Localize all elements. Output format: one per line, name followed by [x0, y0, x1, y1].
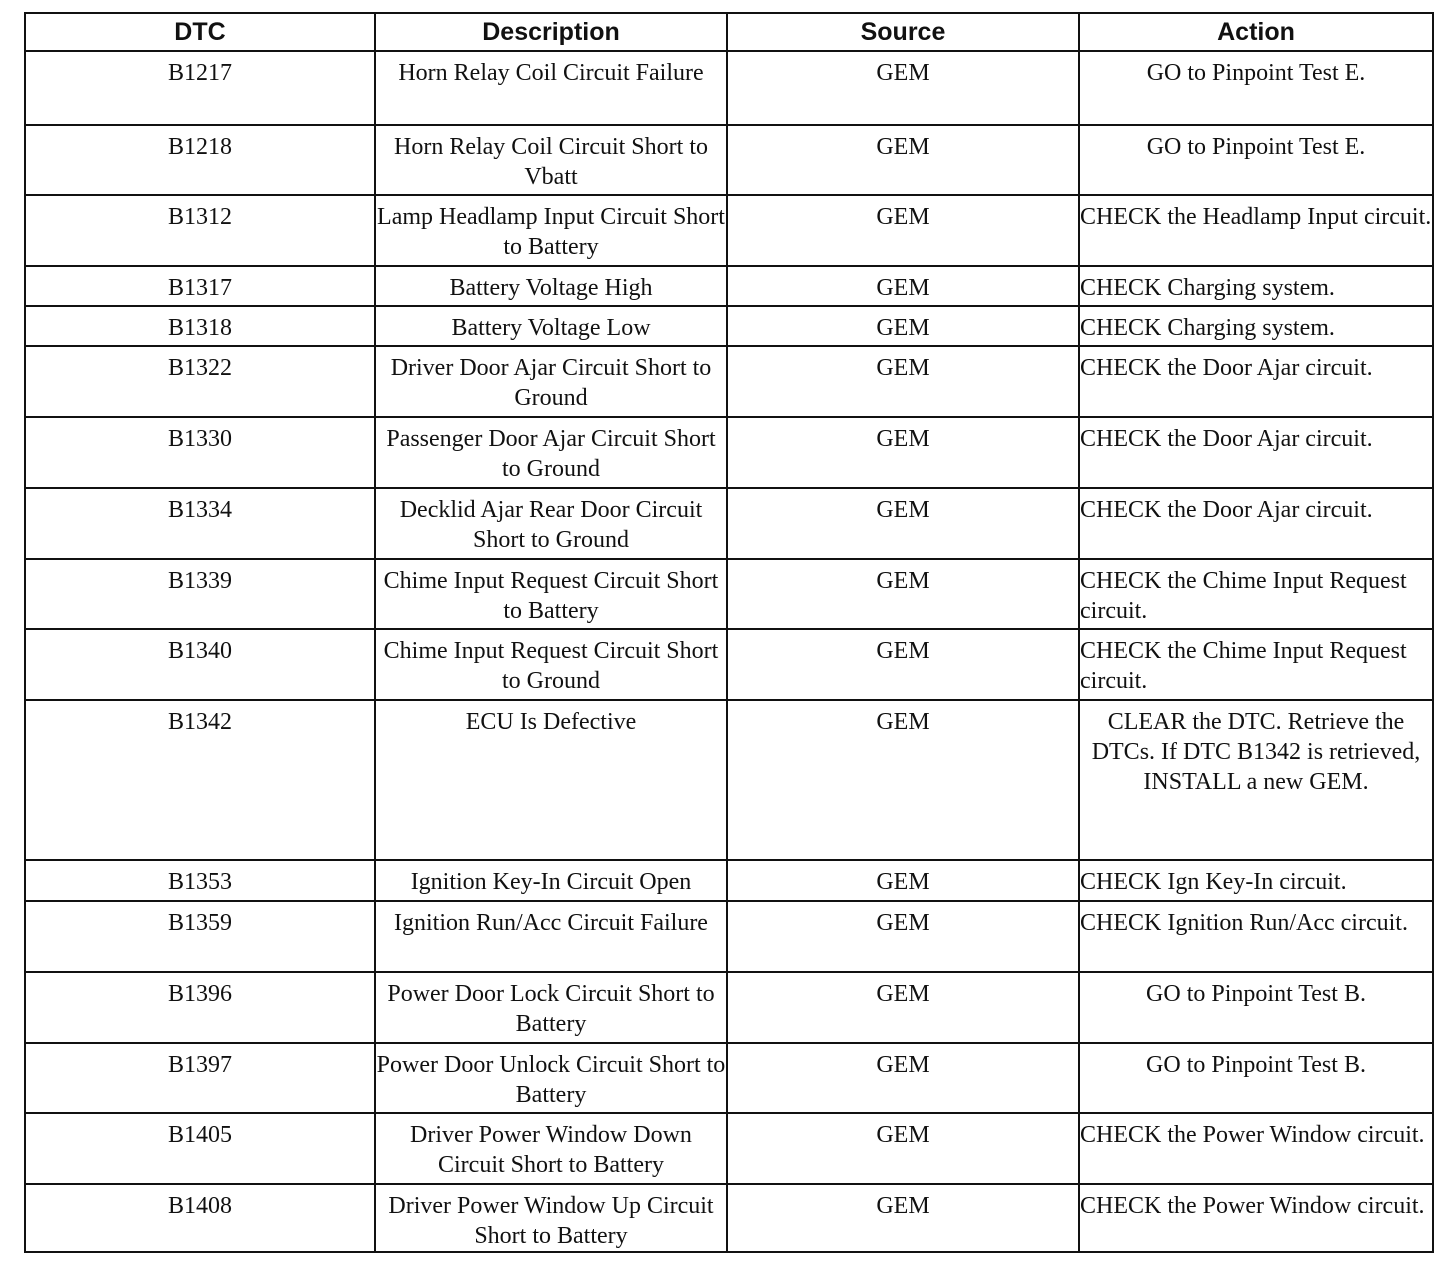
description-cell: Horn Relay Coil Circuit Failure: [375, 51, 727, 125]
action-cell: CHECK the Chime Input Request circuit.: [1079, 559, 1433, 629]
dtc-code-cell: B1353: [25, 860, 375, 901]
description-cell: ECU Is Defective: [375, 700, 727, 860]
source-cell: GEM: [727, 306, 1079, 346]
action-cell: CHECK the Power Window circuit.: [1079, 1184, 1433, 1252]
action-cell: GO to Pinpoint Test B.: [1079, 1043, 1433, 1113]
description-cell: Driver Power Window Up Circuit Short to Battery: [375, 1184, 727, 1252]
source-cell: GEM: [727, 1043, 1079, 1113]
dtc-code-cell: B1330: [25, 417, 375, 488]
dtc-code-cell: B1359: [25, 901, 375, 972]
description-cell: Horn Relay Coil Circuit Short to Vbatt: [375, 125, 727, 195]
table-row: [25, 51, 1433, 125]
description-cell: Chime Input Request Circuit Short to Ground: [375, 629, 727, 700]
table-row: [25, 266, 1433, 306]
dtc-code-cell: B1312: [25, 195, 375, 266]
action-cell: CHECK Ignition Run/Acc circuit.: [1079, 901, 1433, 972]
table-row: [25, 860, 1433, 901]
source-cell: GEM: [727, 559, 1079, 629]
header-description: Description: [375, 13, 727, 51]
source-cell: GEM: [727, 1184, 1079, 1252]
description-cell: Driver Power Window Down Circuit Short to Battery: [375, 1113, 727, 1184]
action-cell: CHECK the Door Ajar circuit.: [1079, 488, 1433, 559]
table-row: [25, 901, 1433, 972]
source-cell: GEM: [727, 860, 1079, 901]
dtc-code-cell: B1218: [25, 125, 375, 195]
table-row: [25, 972, 1433, 1043]
table-row: [25, 1113, 1433, 1184]
dtc-code-cell: B1342: [25, 700, 375, 860]
table-row: [25, 125, 1433, 195]
table-row: [25, 559, 1433, 629]
source-cell: GEM: [727, 51, 1079, 125]
description-cell: Battery Voltage High: [375, 266, 727, 306]
dtc-code-cell: B1397: [25, 1043, 375, 1113]
table-row: [25, 1184, 1433, 1252]
description-cell: Lamp Headlamp Input Circuit Short to Battery: [375, 195, 727, 266]
action-cell: CHECK the Door Ajar circuit.: [1079, 346, 1433, 417]
action-cell: CHECK the Headlamp Input circuit.: [1079, 195, 1433, 266]
table-row: [25, 488, 1433, 559]
description-cell: Ignition Run/Acc Circuit Failure: [375, 901, 727, 972]
header-row: [25, 13, 1433, 51]
source-cell: GEM: [727, 972, 1079, 1043]
header-source: Source: [727, 13, 1079, 51]
table-row: [25, 629, 1433, 700]
source-cell: GEM: [727, 700, 1079, 860]
description-cell: Power Door Lock Circuit Short to Battery: [375, 972, 727, 1043]
action-cell: GO to Pinpoint Test E.: [1079, 125, 1433, 195]
table-row: [25, 306, 1433, 346]
dtc-table: [24, 12, 1434, 1253]
dtc-code-cell: B1340: [25, 629, 375, 700]
action-cell: GO to Pinpoint Test B.: [1079, 972, 1433, 1043]
source-cell: GEM: [727, 195, 1079, 266]
action-cell: CHECK the Chime Input Request circuit.: [1079, 629, 1433, 700]
action-cell: CHECK Ign Key-In circuit.: [1079, 860, 1433, 901]
table-row: [25, 417, 1433, 488]
action-cell: CHECK the Door Ajar circuit.: [1079, 417, 1433, 488]
description-cell: Driver Door Ajar Circuit Short to Ground: [375, 346, 727, 417]
source-cell: GEM: [727, 346, 1079, 417]
header-dtc: DTC: [25, 13, 375, 51]
source-cell: GEM: [727, 629, 1079, 700]
dtc-code-cell: B1339: [25, 559, 375, 629]
dtc-code-cell: B1322: [25, 346, 375, 417]
action-cell: CHECK the Power Window circuit.: [1079, 1113, 1433, 1184]
dtc-code-cell: B1334: [25, 488, 375, 559]
action-cell: GO to Pinpoint Test E.: [1079, 51, 1433, 125]
action-cell: CHECK Charging system.: [1079, 266, 1433, 306]
description-cell: Power Door Unlock Circuit Short to Battery: [375, 1043, 727, 1113]
dtc-code-cell: B1217: [25, 51, 375, 125]
description-cell: Decklid Ajar Rear Door Circuit Short to Ground: [375, 488, 727, 559]
source-cell: GEM: [727, 417, 1079, 488]
source-cell: GEM: [727, 125, 1079, 195]
source-cell: GEM: [727, 1113, 1079, 1184]
description-cell: Ignition Key-In Circuit Open: [375, 860, 727, 901]
source-cell: GEM: [727, 266, 1079, 306]
action-cell: CHECK Charging system.: [1079, 306, 1433, 346]
description-cell: Passenger Door Ajar Circuit Short to Ground: [375, 417, 727, 488]
description-cell: Battery Voltage Low: [375, 306, 727, 346]
dtc-code-cell: B1405: [25, 1113, 375, 1184]
dtc-code-cell: B1318: [25, 306, 375, 346]
header-action: Action: [1079, 13, 1433, 51]
table-row: [25, 1043, 1433, 1113]
action-cell: CLEAR the DTC. Retrieve the DTCs. If DTC B1342 is retrieved, INSTALL a new GEM.: [1079, 700, 1433, 860]
table-body: [25, 51, 1433, 1252]
source-cell: GEM: [727, 488, 1079, 559]
source-cell: GEM: [727, 901, 1079, 972]
table-row: [25, 195, 1433, 266]
description-cell: Chime Input Request Circuit Short to Battery: [375, 559, 727, 629]
table-row: [25, 700, 1433, 860]
table-row: [25, 346, 1433, 417]
dtc-code-cell: B1408: [25, 1184, 375, 1252]
dtc-code-cell: B1317: [25, 266, 375, 306]
dtc-code-cell: B1396: [25, 972, 375, 1043]
table-header: [25, 13, 1433, 51]
